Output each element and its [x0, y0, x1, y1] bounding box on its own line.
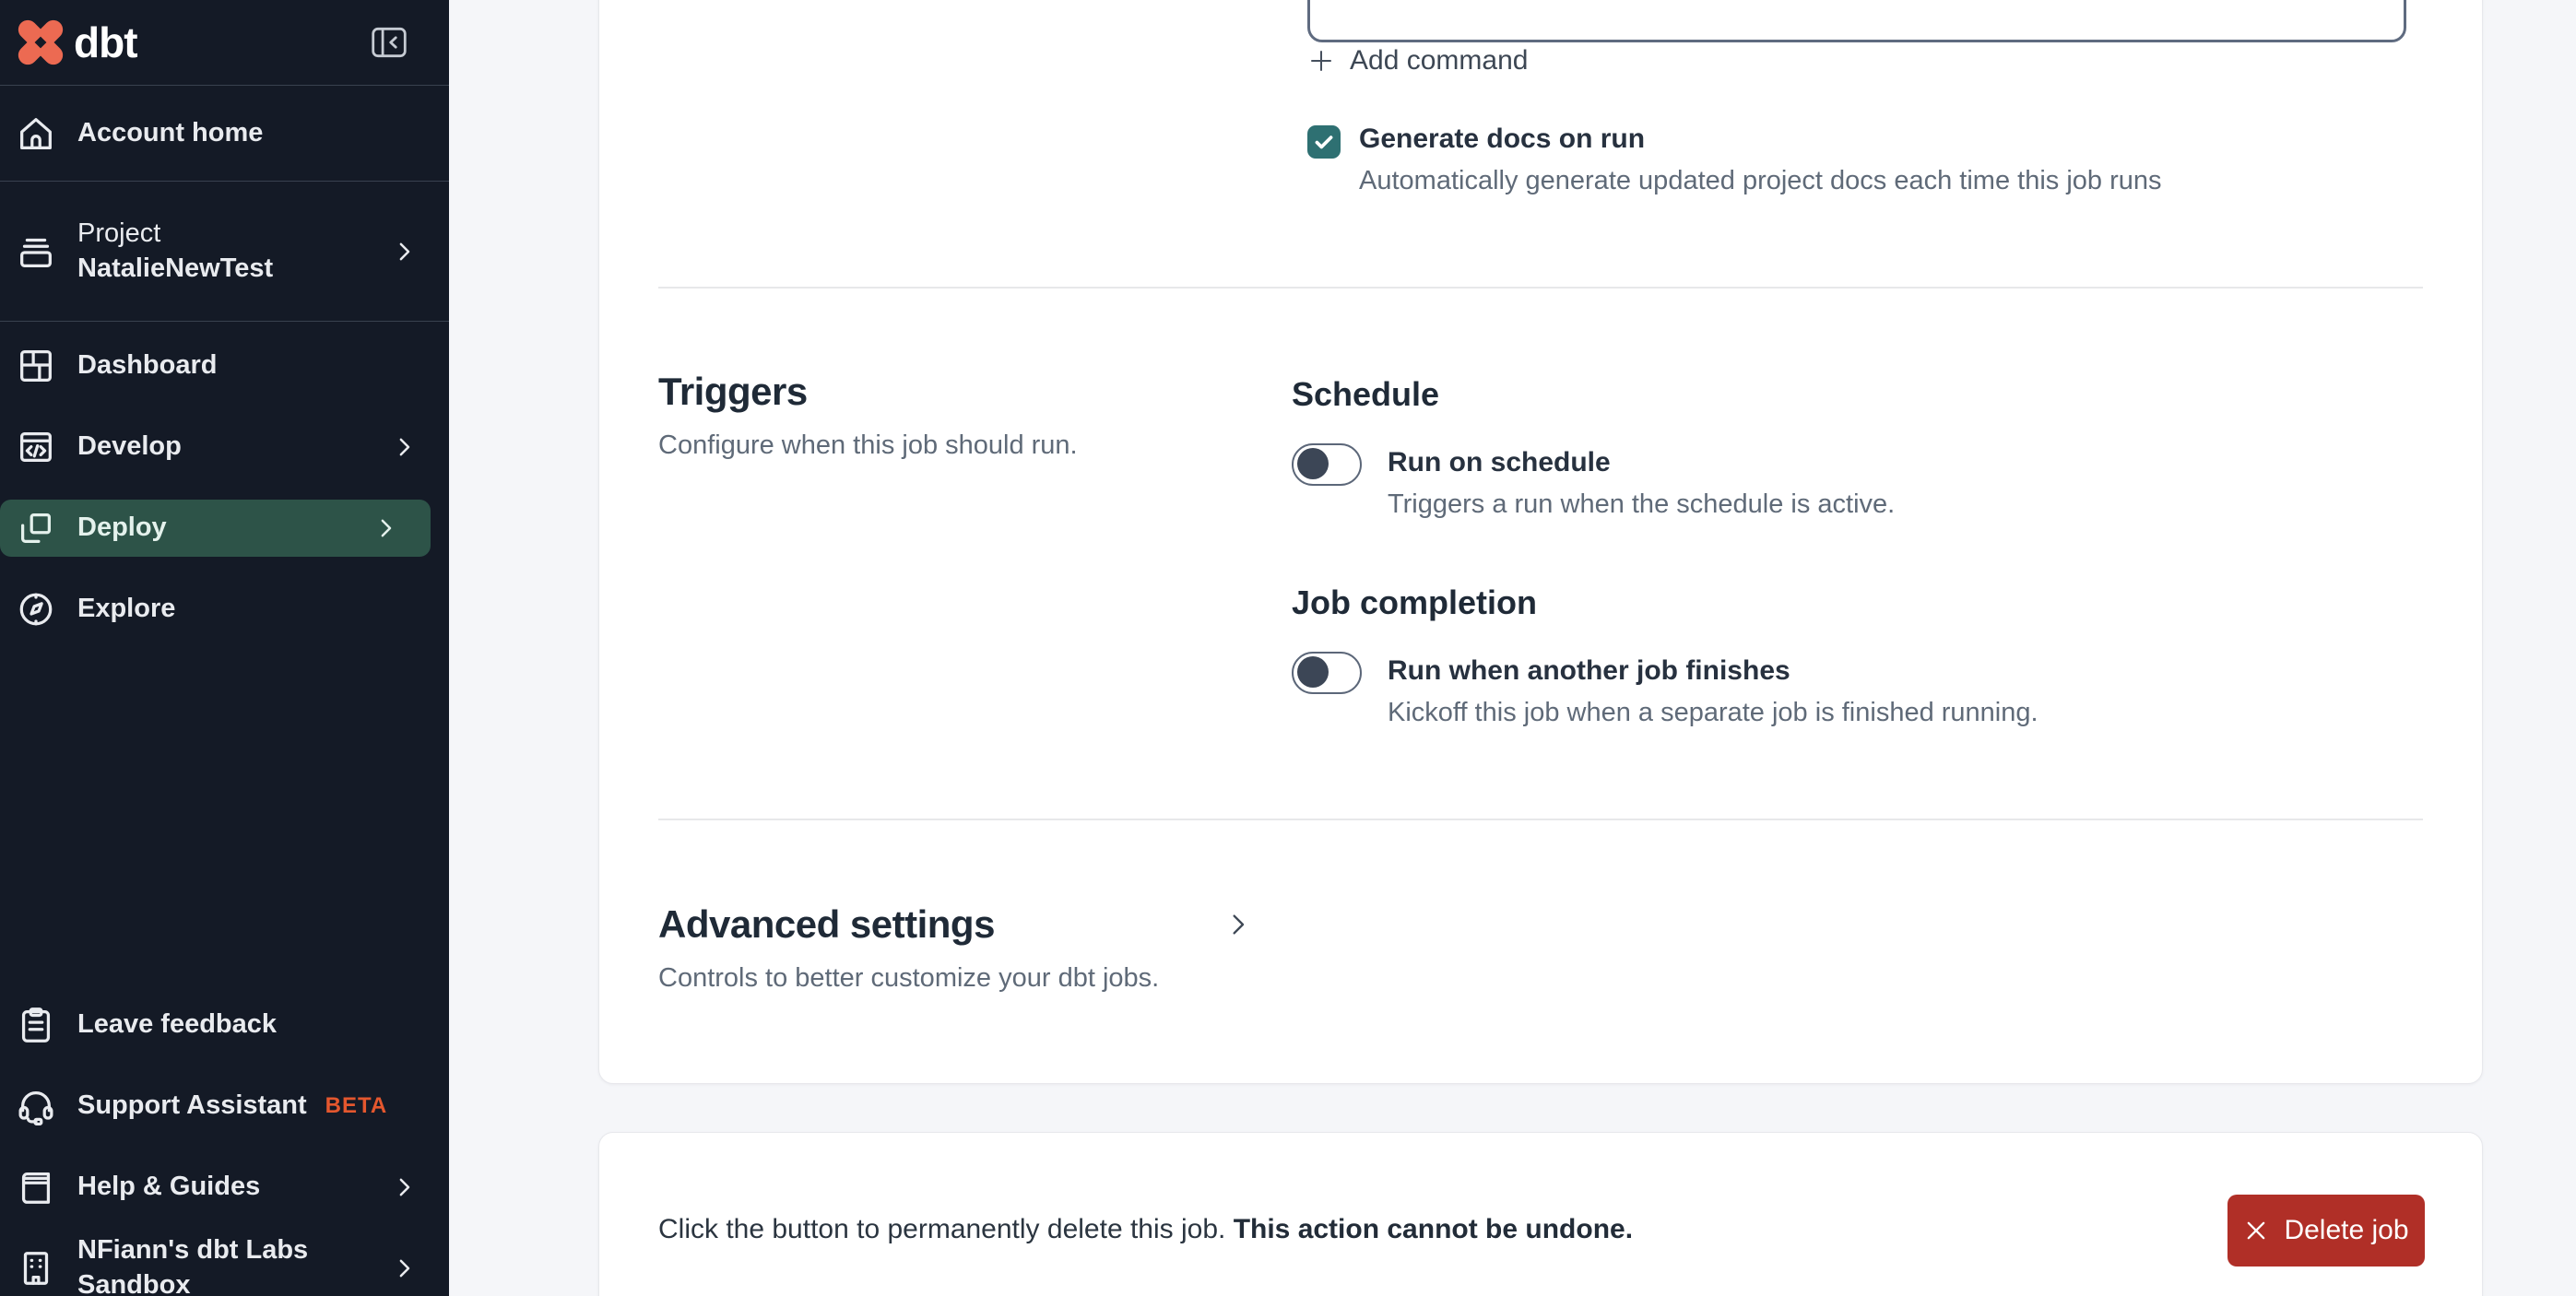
job-completion-row	[1292, 652, 2038, 728]
sidebar-item-label: Explore	[77, 594, 176, 624]
sidebar-item-label: Account home	[77, 117, 264, 147]
sidebar-item-dashboard[interactable]	[0, 325, 449, 406]
add-command-label: Add command	[1350, 45, 1529, 76]
sidebar-item-leave-feedback[interactable]	[0, 984, 449, 1066]
sidebar-item-help-guides[interactable]	[0, 1147, 449, 1228]
section-divider	[658, 819, 2423, 820]
job-completion-toggle[interactable]	[1292, 652, 1362, 694]
feedback-clipboard-icon	[15, 1004, 57, 1046]
delete-job-button[interactable]	[2227, 1195, 2425, 1267]
generate-docs-label: Generate docs on run	[1359, 124, 1646, 154]
delete-warning-text: Click the button to permanently delete this job. This action cannot be undone.	[658, 1214, 1634, 1244]
dashboard-icon	[15, 345, 57, 387]
sidebar-item-project[interactable]	[0, 182, 449, 322]
generate-docs-row	[1307, 124, 2162, 196]
deploy-icon	[15, 507, 57, 549]
run-on-schedule-label: Run on schedule	[1388, 447, 1611, 477]
chevron-right-icon	[372, 514, 399, 542]
toggle-knob	[1297, 656, 1329, 688]
plus-icon	[1307, 47, 1335, 75]
sidebar-item-label: Project NatalieNewTest	[77, 218, 274, 283]
generate-docs-description: Automatically generate updated project docs each time this job runs	[1359, 166, 2162, 195]
sidebar-item-account-home[interactable]	[0, 86, 449, 182]
beta-badge: BETA	[325, 1093, 388, 1118]
delete-job-card	[598, 1132, 2483, 1296]
sidebar-item-explore[interactable]	[0, 569, 449, 650]
sidebar-item-label: Develop	[77, 431, 182, 462]
chevron-right-icon	[390, 1173, 418, 1201]
sidebar-item-label: Dashboard	[77, 350, 218, 381]
advanced-settings-description: Controls to better customize your dbt jobs.	[658, 963, 1160, 993]
sidebar-item-support-assistant[interactable]	[0, 1066, 449, 1147]
schedule-title: Schedule	[1292, 375, 1440, 413]
triggers-description: Configure when this job should run.	[658, 430, 1078, 460]
main-content	[449, 0, 2576, 1296]
home-icon	[15, 112, 57, 155]
run-on-schedule-row	[1292, 443, 1895, 520]
advanced-settings-title: Advanced settings	[658, 902, 995, 946]
logo-wordmark: dbt	[74, 18, 137, 66]
command-input[interactable]	[1307, 0, 2406, 42]
triggers-title: Triggers	[658, 370, 808, 413]
section-divider	[658, 287, 2423, 289]
sidebar-item-label: Deploy	[77, 513, 167, 543]
sidebar-collapse-icon[interactable]	[370, 25, 408, 60]
develop-icon	[15, 426, 57, 468]
sidebar-item-account-sandbox[interactable]	[0, 1228, 449, 1296]
job-completion-description: Kickoff this job when a separate job is finished running.	[1388, 698, 2038, 727]
sidebar-item-label: Support Assistant	[77, 1090, 307, 1121]
dbt-logo-icon	[17, 18, 65, 66]
sidebar-item-develop[interactable]	[0, 406, 449, 488]
sidebar-item-label: Help & Guides	[77, 1172, 261, 1202]
advanced-settings-block[interactable]	[658, 902, 1159, 994]
building-icon	[15, 1247, 57, 1290]
x-icon	[2243, 1218, 2269, 1243]
add-command-button[interactable]	[1307, 38, 1528, 84]
sidebar-header	[0, 0, 449, 86]
delete-job-label: Delete job	[2284, 1215, 2409, 1245]
run-on-schedule-description: Triggers a run when the schedule is active.	[1388, 489, 1896, 519]
book-icon	[15, 1166, 57, 1208]
run-on-schedule-toggle[interactable]	[1292, 443, 1362, 486]
check-icon	[1312, 130, 1336, 154]
toggle-knob	[1297, 448, 1329, 479]
chevron-right-icon	[390, 238, 418, 265]
job-settings-card	[598, 0, 2483, 1084]
chevron-right-icon	[390, 1255, 418, 1282]
generate-docs-checkbox[interactable]	[1307, 125, 1341, 159]
headset-icon	[15, 1085, 57, 1127]
sidebar-item-deploy[interactable]	[0, 500, 431, 557]
job-completion-label: Run when another job finishes	[1388, 655, 1790, 686]
project-icon	[15, 230, 57, 273]
sidebar-item-label: NFiann's dbt Labs Sandbox	[77, 1235, 309, 1296]
advanced-settings-chevron-icon[interactable]	[1223, 910, 1252, 939]
sidebar-item-label: Leave feedback	[77, 1009, 278, 1040]
sidebar	[0, 0, 449, 1296]
job-completion-title: Job completion	[1292, 583, 1538, 621]
chevron-right-icon	[390, 433, 418, 461]
explore-icon	[15, 588, 57, 630]
